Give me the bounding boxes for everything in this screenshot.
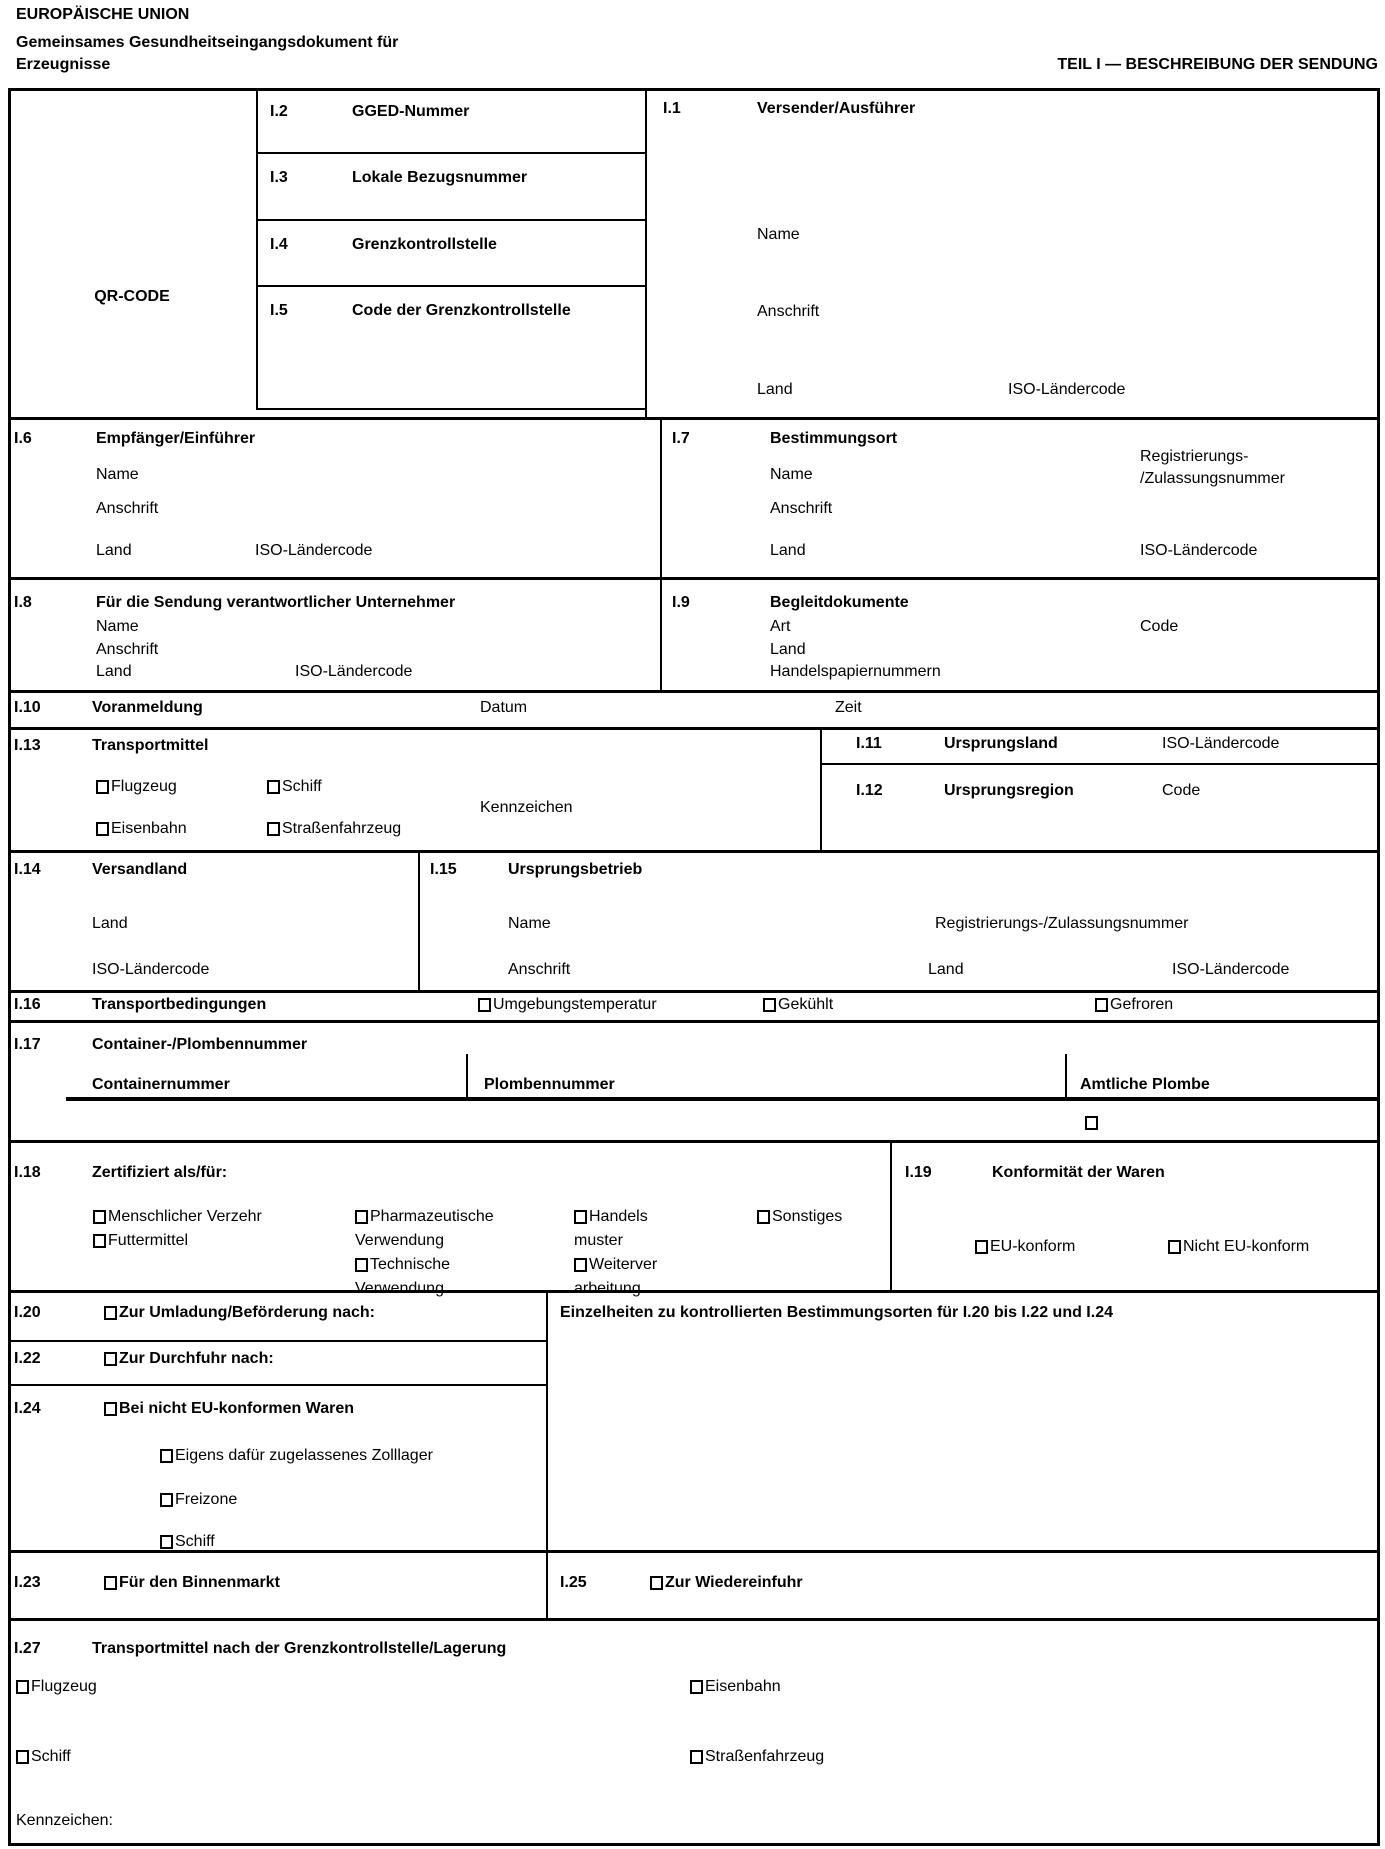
- i15-country-label: Land: [928, 961, 964, 978]
- i14-country-label: Land: [92, 915, 128, 932]
- section-divider: [8, 1020, 1380, 1023]
- divider: [820, 763, 1380, 765]
- checkbox-i16-umgebungstemperatur[interactable]: [478, 998, 491, 1012]
- document-title-line1: Gemeinsames Gesundheitseingangsdokument für: [16, 34, 399, 51]
- i18-trade-sample-label-line1: Handels: [589, 1208, 648, 1225]
- i6-iso-label: ISO-Ländercode: [255, 542, 373, 559]
- checkbox-i24-schiff[interactable]: [160, 1535, 173, 1549]
- checkbox-i19-nicht-eu-konform[interactable]: [1168, 1240, 1181, 1254]
- field-i5-title: Code der Grenzkontrollstelle: [352, 302, 571, 319]
- i18-pharma-label-line1: Pharmazeutische: [370, 1208, 494, 1225]
- checkbox-i20-umladung[interactable]: [104, 1306, 117, 1320]
- i15-address-label: Anschrift: [508, 961, 571, 978]
- i27-option-ship: [16, 1748, 71, 1766]
- checkbox-i27-strassenfahrzeug[interactable]: [690, 1750, 703, 1764]
- field-i2-title: GGED-Nummer: [352, 103, 470, 120]
- field-i24-number: I.24: [14, 1400, 41, 1417]
- i6-name-label: Name: [96, 466, 139, 483]
- divider: [418, 850, 420, 990]
- i13-road-vehicle-label: Straßenfahrzeug: [282, 820, 402, 837]
- checkbox-i27-eisenbahn[interactable]: [690, 1680, 703, 1694]
- i13-option-ship: [267, 778, 322, 796]
- divider: [256, 408, 647, 410]
- field-i27-title: Transportmittel nach der Grenzkontrollstelle/Lagerung: [92, 1640, 507, 1657]
- field-i5-number: I.5: [270, 302, 288, 319]
- i19-eu-conform-label: EU-konform: [990, 1238, 1076, 1255]
- checkbox-i22-durchfuhr[interactable]: [104, 1352, 117, 1366]
- qr-code-placeholder: QR-CODE: [94, 288, 170, 305]
- field-i3-number: I.3: [270, 169, 288, 186]
- checkbox-i13-eisenbahn[interactable]: [96, 822, 109, 836]
- i22-option-transit: [104, 1350, 274, 1368]
- i16-chilled-label: Gekühlt: [778, 996, 834, 1013]
- divider: [660, 417, 662, 690]
- divider: [645, 88, 647, 417]
- checkbox-i24-zolllager[interactable]: [160, 1449, 173, 1463]
- field-i15-number: I.15: [430, 861, 457, 878]
- i7-country-label: Land: [770, 542, 806, 559]
- i12-code-label: Code: [1162, 782, 1201, 799]
- i27-option-plane: [16, 1678, 97, 1696]
- field-i7-number: I.7: [672, 430, 690, 447]
- checkbox-i24-nicht-eu-konforme-waren[interactable]: [104, 1402, 117, 1416]
- part-title: TEIL I — BESCHREIBUNG DER SENDUNG: [1057, 56, 1378, 73]
- checkbox-i16-gefroren[interactable]: [1095, 998, 1108, 1012]
- i20-option-transhipment: [104, 1304, 375, 1322]
- i8-address-label: Anschrift: [96, 641, 159, 658]
- field-i11-title: Ursprungsland: [944, 735, 1058, 752]
- checkbox-i18-sonstiges[interactable]: [757, 1210, 770, 1224]
- field-i19-title: Konformität der Waren: [992, 1164, 1165, 1181]
- field-i19-number: I.19: [905, 1164, 932, 1181]
- section-divider: [8, 1290, 1380, 1293]
- checkbox-i17-amtliche-plombe[interactable]: [1085, 1116, 1098, 1130]
- checkbox-i18-pharmazeutische-verwendung[interactable]: [355, 1210, 368, 1224]
- field-i23-title: Für den Binnenmarkt: [119, 1574, 280, 1591]
- i17-official-seal-column-header: Amtliche Plombe: [1080, 1076, 1210, 1093]
- i7-registration-label-line2: /Zulassungsnummer: [1140, 470, 1285, 487]
- i27-ship-label: Schiff: [31, 1748, 71, 1765]
- i18-technical-label-line1: Technische: [370, 1256, 451, 1273]
- field-i16-number: I.16: [14, 996, 41, 1013]
- checkbox-i13-strassenfahrzeug[interactable]: [267, 822, 280, 836]
- i27-option-railway: [690, 1678, 781, 1696]
- i13-plane-label: Flugzeug: [111, 778, 177, 795]
- field-i17-number: I.17: [14, 1036, 41, 1053]
- checkbox-i13-schiff[interactable]: [267, 780, 280, 794]
- field-i23-number: I.23: [14, 1574, 41, 1591]
- field-i14-number: I.14: [14, 861, 41, 878]
- i23-option-internal-market: [104, 1574, 280, 1592]
- i18-human-consumption-label: Menschlicher Verzehr: [108, 1208, 262, 1225]
- i18-option-human-consumption: [93, 1208, 262, 1226]
- field-i1-number: I.1: [663, 100, 681, 117]
- i7-iso-label: ISO-Ländercode: [1140, 542, 1258, 559]
- checkbox-i18-handelsmuster[interactable]: [574, 1210, 587, 1224]
- field-i24-title: Bei nicht EU-konformen Waren: [119, 1400, 354, 1417]
- field-i25-title: Zur Wiedereinfuhr: [665, 1574, 803, 1591]
- i24-ship-label: Schiff: [175, 1533, 215, 1550]
- i27-railway-label: Eisenbahn: [705, 1678, 781, 1695]
- section-divider: [8, 850, 1380, 853]
- field-i13-title: Transportmittel: [92, 737, 209, 754]
- i13-option-plane: [96, 778, 177, 796]
- divider: [8, 1384, 546, 1386]
- field-i11-number: I.11: [856, 735, 882, 752]
- i16-frozen-label: Gefroren: [1110, 996, 1174, 1013]
- i10-time-label: Zeit: [835, 699, 862, 716]
- divider: [546, 1290, 548, 1618]
- section-divider: [8, 577, 1380, 580]
- field-i22-title: Zur Durchfuhr nach:: [119, 1350, 274, 1367]
- section-divider: [8, 727, 1380, 730]
- i24-free-zone-label: Freizone: [175, 1491, 238, 1508]
- field-i20-title: Zur Umladung/Beförderung nach:: [119, 1304, 375, 1321]
- field-i12-number: I.12: [856, 782, 883, 799]
- checkbox-i23-binnenmarkt[interactable]: [104, 1576, 117, 1590]
- divider: [256, 152, 647, 154]
- i24-option-customs-warehouse: [160, 1447, 433, 1465]
- i1-name-label: Name: [757, 226, 800, 243]
- checkbox-i18-technische-verwendung[interactable]: [355, 1258, 368, 1272]
- document-title-line2: Erzeugnisse: [16, 56, 111, 73]
- i24-option-non-conform-goods: [104, 1400, 354, 1418]
- field-i8-number: I.8: [14, 594, 32, 611]
- field-i3-title: Lokale Bezugsnummer: [352, 169, 528, 186]
- field-i16-title: Transportbedingungen: [92, 996, 267, 1013]
- field-i18-number: I.18: [14, 1164, 41, 1181]
- i18-processing-label-line1: Weiterver: [589, 1256, 658, 1273]
- field-i10-title: Voranmeldung: [92, 699, 203, 716]
- field-i25-number: I.25: [560, 1574, 587, 1591]
- field-i14-title: Versandland: [92, 861, 188, 878]
- field-i20-number: I.20: [14, 1304, 41, 1321]
- field-i9-title: Begleitdokumente: [770, 594, 909, 611]
- i24-customs-warehouse-label: Eigens dafür zugelassenes Zolllager: [175, 1447, 433, 1464]
- field-i17-title: Container-/Plombennummer: [92, 1036, 308, 1053]
- i18-option-trade-sample: [574, 1208, 648, 1226]
- checkbox-i18-weiterverarbeitung[interactable]: [574, 1258, 587, 1272]
- section-divider: [8, 1140, 1380, 1143]
- i27-road-vehicle-label: Straßenfahrzeug: [705, 1748, 825, 1765]
- checkbox-i27-schiff[interactable]: [16, 1750, 29, 1764]
- i16-ambient-label: Umgebungstemperatur: [493, 996, 657, 1013]
- field-i6-title: Empfänger/Einführer: [96, 430, 256, 447]
- divider: [256, 88, 258, 410]
- i15-iso-label: ISO-Ländercode: [1172, 961, 1290, 978]
- divider: [1065, 1054, 1067, 1097]
- field-i22-number: I.22: [14, 1350, 41, 1367]
- field-i2-number: I.2: [270, 103, 288, 120]
- section-divider: [8, 1618, 1380, 1621]
- i17-container-column-header: Containernummer: [92, 1076, 230, 1093]
- i27-plane-label: Flugzeug: [31, 1678, 97, 1695]
- i7-registration-label-line1: Registrierungs-: [1140, 448, 1249, 465]
- field-i9-number: I.9: [672, 594, 690, 611]
- i18-feed-label: Futtermittel: [108, 1232, 189, 1249]
- section-divider: [8, 690, 1380, 693]
- field-i6-number: I.6: [14, 430, 32, 447]
- checkbox-i18-futtermittel[interactable]: [93, 1234, 106, 1248]
- field-i10-number: I.10: [14, 699, 41, 716]
- i16-option-ambient: [478, 996, 657, 1014]
- i18-trade-sample-label-line2: muster: [574, 1232, 623, 1249]
- divider: [820, 727, 822, 850]
- section-divider: [8, 990, 1380, 993]
- i27-id-label: Kennzeichen:: [16, 1812, 113, 1829]
- i18-pharma-label-line2: Verwendung: [355, 1232, 444, 1249]
- i18-processing-label-line2: arbeitung: [574, 1280, 641, 1297]
- i7-name-label: Name: [770, 466, 813, 483]
- i1-iso-label: ISO-Ländercode: [1008, 381, 1126, 398]
- checkbox-i18-menschlicher-verzehr[interactable]: [93, 1210, 106, 1224]
- i8-country-label: Land: [96, 663, 132, 680]
- i18-technical-label-line2: Verwendung: [355, 1280, 444, 1297]
- i9-country-label: Land: [770, 641, 806, 658]
- divider: [256, 219, 647, 221]
- i24-option-ship: [160, 1533, 215, 1551]
- checkbox-i19-eu-konform[interactable]: [975, 1240, 988, 1254]
- i9-type-label: Art: [770, 618, 791, 635]
- i11-iso-label: ISO-Ländercode: [1162, 735, 1280, 752]
- field-i13-number: I.13: [14, 737, 41, 754]
- i24-option-free-zone: [160, 1491, 237, 1509]
- divider: [8, 1340, 546, 1342]
- i27-option-road-vehicle: [690, 1748, 824, 1766]
- i6-country-label: Land: [96, 542, 132, 559]
- i7-address-label: Anschrift: [770, 500, 833, 517]
- i13-option-railway: [96, 820, 187, 838]
- column-header-underline: [66, 1097, 1378, 1101]
- i18-option-other: [757, 1208, 842, 1226]
- divider: [256, 285, 647, 287]
- i19-option-not-eu-conform: [1168, 1238, 1309, 1256]
- field-i4-title: Grenzkontrollstelle: [352, 236, 497, 253]
- section-divider: [8, 417, 1380, 420]
- i16-option-chilled: [763, 996, 833, 1014]
- i16-option-frozen: [1095, 996, 1173, 1014]
- i18-option-technical: [355, 1256, 450, 1274]
- field-i8-title: Für die Sendung verantwortlicher Unternehmer: [96, 594, 456, 611]
- checkbox-i27-flugzeug[interactable]: [16, 1680, 29, 1694]
- i13-railway-label: Eisenbahn: [111, 820, 187, 837]
- i14-iso-label: ISO-Ländercode: [92, 961, 210, 978]
- field-i18-title: Zertifiziert als/für:: [92, 1164, 228, 1181]
- checkbox-i13-flugzeug[interactable]: [96, 780, 109, 794]
- i1-address-label: Anschrift: [757, 303, 820, 320]
- i18-other-label: Sonstiges: [772, 1208, 843, 1225]
- i1-country-label: Land: [757, 381, 793, 398]
- i25-option-re-entry: [650, 1574, 803, 1592]
- i13-id-label: Kennzeichen: [480, 799, 573, 816]
- controlled-destinations-title: Einzelheiten zu kontrollierten Bestimmungsorten für I.20 bis I.22 und I.24: [560, 1304, 1113, 1321]
- i18-option-processing: [574, 1256, 657, 1274]
- i8-iso-label: ISO-Ländercode: [295, 663, 413, 680]
- checkbox-i25-wiedereinfuhr[interactable]: [650, 1576, 663, 1590]
- divider: [890, 1140, 892, 1290]
- field-i12-title: Ursprungsregion: [944, 782, 1074, 799]
- i13-option-road-vehicle: [267, 820, 401, 838]
- i9-code-label: Code: [1140, 618, 1179, 635]
- field-i4-number: I.4: [270, 236, 288, 253]
- i8-name-label: Name: [96, 618, 139, 635]
- eu-union-label: EUROPÄISCHE UNION: [16, 6, 190, 23]
- i15-registration-label: Registrierungs-/Zulassungsnummer: [935, 915, 1189, 932]
- checkbox-i16-gekuehlt[interactable]: [763, 998, 776, 1012]
- i15-name-label: Name: [508, 915, 551, 932]
- i13-ship-label: Schiff: [282, 778, 322, 795]
- i17-seal-column-header: Plombennummer: [484, 1076, 615, 1093]
- i19-option-eu-conform: [975, 1238, 1075, 1256]
- i19-not-eu-conform-label: Nicht EU-konform: [1183, 1238, 1310, 1255]
- divider: [466, 1054, 468, 1097]
- field-i1-title: Versender/Ausführer: [757, 100, 916, 117]
- i10-date-label: Datum: [480, 699, 528, 716]
- i18-option-pharma: [355, 1208, 494, 1226]
- i9-trade-doc-label: Handelspapiernummern: [770, 663, 941, 680]
- i18-option-feed: [93, 1232, 188, 1250]
- field-i27-number: I.27: [14, 1640, 41, 1657]
- field-i15-title: Ursprungsbetrieb: [508, 861, 643, 878]
- i6-address-label: Anschrift: [96, 500, 159, 517]
- checkbox-i24-freizone[interactable]: [160, 1493, 173, 1507]
- field-i7-title: Bestimmungsort: [770, 430, 898, 447]
